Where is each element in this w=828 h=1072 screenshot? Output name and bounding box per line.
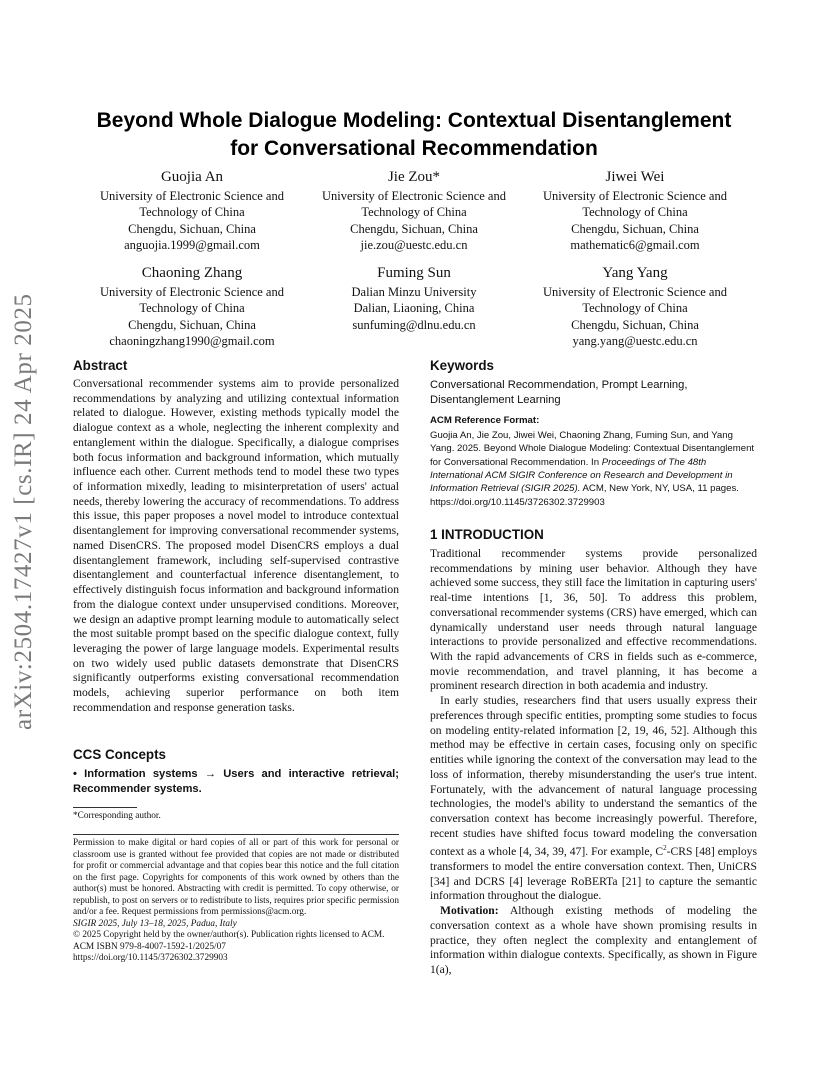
- keywords-heading: Keywords: [430, 358, 494, 373]
- author-block: [515, 168, 755, 253]
- ccs-heading: CCS Concepts: [73, 747, 167, 762]
- acm-reference-tail: ACM, New York, NY, USA, 11 pages. https://doi.org/10.1145/3726302.3729903: [430, 483, 739, 508]
- introduction-section: [430, 526, 757, 978]
- author-email: jie.zou@uestc.edu.cn: [360, 237, 468, 252]
- author-email: mathematic6@gmail.com: [570, 237, 700, 252]
- author-name: Guojia An: [160, 169, 224, 185]
- author-block: [515, 264, 755, 349]
- author-affiliation: Technology of China: [361, 205, 467, 220]
- permission-rule: [73, 834, 399, 835]
- doi-link[interactable]: https://doi.org/10.1145/3726302.3729903: [73, 953, 228, 963]
- author-affiliation: University of Electronic Science and: [100, 285, 284, 299]
- motivation-text: Although existing methods of modeling the conversation context as a whole have shown promising results in practice, they often neglect the complexity and entanglement of information within dialogue contexts. Specifically, as shown in Figure 1(a),: [430, 904, 757, 976]
- intro-paragraph-2: [430, 694, 757, 904]
- copyright-notice: © 2025 Copyright held by the owner/author(s). Publication rights licensed to ACM.: [73, 930, 385, 940]
- isbn: ACM ISBN 979-8-4007-1592-1/2025/07: [73, 941, 226, 952]
- author-affiliation: University of Electronic Science and: [322, 189, 506, 203]
- acm-reference: [430, 414, 757, 509]
- author-location: Chengdu, Sichuan, China: [571, 221, 699, 236]
- title-line-2: for Conversational Recommendation: [230, 137, 598, 160]
- footnote: *Corresponding author.: [73, 811, 161, 821]
- permission-block: [73, 838, 399, 965]
- author-affiliation: Technology of China: [582, 205, 688, 220]
- title-line-1: Beyond Whole Dialogue Modeling: Contextual Disentanglement: [96, 109, 732, 132]
- author-name: Yang Yang: [602, 265, 668, 281]
- author-name: Jiwei Wei: [605, 169, 665, 185]
- author-block: [72, 168, 312, 253]
- author-affiliation: University of Electronic Science and: [543, 285, 727, 299]
- author-location: Chengdu, Sichuan, China: [128, 221, 256, 236]
- intro-paragraph-2-b: -CRS [48] employs transformers to model the entire conversation context. Then, UniCRS [34] and DCRS [4] leverage RoBERTa [21] to capture the semantic information throughout the dialogue.: [430, 845, 757, 903]
- arxiv-identifier: arXiv:2504.17427v1 [cs.IR] 24 Apr 2025: [10, 293, 37, 730]
- abstract-heading: Abstract: [73, 358, 128, 373]
- acm-reference-proceedings: Proceedings of The 48th International ACM SIGIR Conference on Research and Development in Information Retrieval (SIGIR 2025).: [430, 456, 733, 495]
- ccs-concepts: • Information systems → Users and interactive retrieval; Recommender systems.: [73, 768, 399, 795]
- acm-reference-text: [430, 429, 757, 509]
- author-affiliation: Technology of China: [139, 301, 245, 316]
- author-affiliation: Technology of China: [582, 301, 688, 316]
- author-email: anguojia.1999@gmail.com: [124, 237, 260, 252]
- author-email: chaoningzhang1990@gmail.com: [109, 333, 275, 348]
- intro-paragraph-3: [430, 904, 757, 978]
- abstract-text: Conversational recommender systems aim to provide personalized recommendations by analyzing and utilizing contextual information related to dialogue. However, existing methods typically model the dialogue context as a whole, neglecting the inherent complexity and entanglement within the dialogue. Specifically, a dialogue comprises both focus information and background information, which mutually influence each other. Current methods tend to model these two types of information mixedly, leading to misinterpretation of users' actual needs, thereby lowering the accuracy of recommendations. To address this issue, this paper proposes a novel model to introduce contextual disentanglement for improving conversational recommender systems, named DisenCRS. The proposed model DisenCRS employs a dual disentanglement framework, including self-supervised contrastive disentanglement and counterfactual inference disentanglement, to effectively distinguish focus information and background information from the dialogue context under unsupervised conditions. Moreover, we design an adaptive prompt learning module to automatically select the most suitable prompt based on the specific dialogue context, fully leveraging the power of large language models. Experimental results on two widely used public datasets demonstrate that DisenCRS significantly outperforms existing conversational recommendation models, achieving superior performance on both item recommendation and response generation tasks.: [73, 377, 399, 714]
- permission-notice: Permission to make digital or hard copies of all or part of this work for personal or classroom use is granted without fee provided that copies are not made or distributed for profit or commercial advantage and that copies bear this notice and the full citation on the first page. Copyrights for components of this work owned by others than the author(s) must be honored. Abstracting with credit is permitted. To copy otherwise, or republish, to post on servers or to redistribute to lists, requires prior specific permission and/or a fee. Request permissions from permissions@acm.org.: [73, 838, 399, 917]
- author-name: Chaoning Zhang: [141, 265, 243, 281]
- introduction-heading: 1 INTRODUCTION: [430, 527, 544, 542]
- author-affiliation: Technology of China: [139, 205, 245, 220]
- author-email: sunfuming@dlnu.edu.cn: [352, 317, 476, 332]
- conference-venue: SIGIR 2025, July 13–18, 2025, Padua, Italy: [73, 918, 237, 929]
- superscript: 2: [663, 844, 667, 853]
- author-name: Jie Zou*: [387, 169, 441, 185]
- author-email: yang.yang@uestc.edu.cn: [572, 333, 698, 348]
- author-block: [294, 168, 534, 253]
- author-location: Chengdu, Sichuan, China: [128, 317, 256, 332]
- intro-paragraph-1: Traditional recommender systems provide personalized recommendations by mining user behavior. Although they have achieved some success, they still face the limitation in capturing users' real-time intentions [1, 36, 50]. To address this problem, conversational recommender systems (CRS) have emerged, which can dynamically understand user needs through natural language interactions to provide personalized and effective recommendations. With the rapid advancements of CRS in fields such as e-commerce, movie recommendation, and travel planning, it has become a prominent research direction in both academia and industry.: [430, 547, 757, 693]
- author-location: Dalian, Liaoning, China: [353, 301, 475, 316]
- motivation-label: Motivation:: [440, 904, 499, 918]
- author-affiliation: Dalian Minzu University: [351, 285, 477, 299]
- footnote-rule: [73, 807, 137, 808]
- author-affiliation: University of Electronic Science and: [543, 189, 727, 203]
- acm-reference-authors: Guojia An, Jie Zou, Jiwei Wei, Chaoning Zhang, Fuming Sun, and Yang Yang. 2025. Beyond Whole Dialogue Modeling: Contextual Disentanglement for Conversational Recommendation. In: [430, 429, 755, 468]
- author-location: Chengdu, Sichuan, China: [350, 221, 478, 236]
- ccs-section: [73, 746, 399, 796]
- author-block: [72, 264, 312, 349]
- author-name: Fuming Sun: [377, 265, 451, 281]
- intro-paragraph-2-a: In early studies, researchers find that users usually express their preferences through specific entities, prompting some studies to focus on modeling entity-related information [2, 19, 46, 52]. Although this method may be effective in certain cases, focusing only on specific entities while ignoring the context of the conversation may lead to the loss of information, thereby misunderstanding the user's true intent. Fortunately, with the advancement of natural language processing technologies, the model's ability to understand the semantics of the conversation context has become increasingly powerful. Therefore, recent studies have shifted focus toward modeling the conversation context as a whole [4, 34, 39, 47]. For example, C: [430, 694, 757, 859]
- acm-reference-heading: ACM Reference Format:: [430, 415, 540, 426]
- author-affiliation: University of Electronic Science and: [100, 189, 284, 203]
- author-block: [294, 264, 534, 333]
- keywords-section: [430, 357, 757, 407]
- abstract-section: [73, 357, 399, 716]
- paper-title: [60, 107, 768, 163]
- author-location: Chengdu, Sichuan, China: [571, 317, 699, 332]
- keywords-text: Conversational Recommendation, Prompt Learning, Disentanglement Learning: [430, 379, 688, 406]
